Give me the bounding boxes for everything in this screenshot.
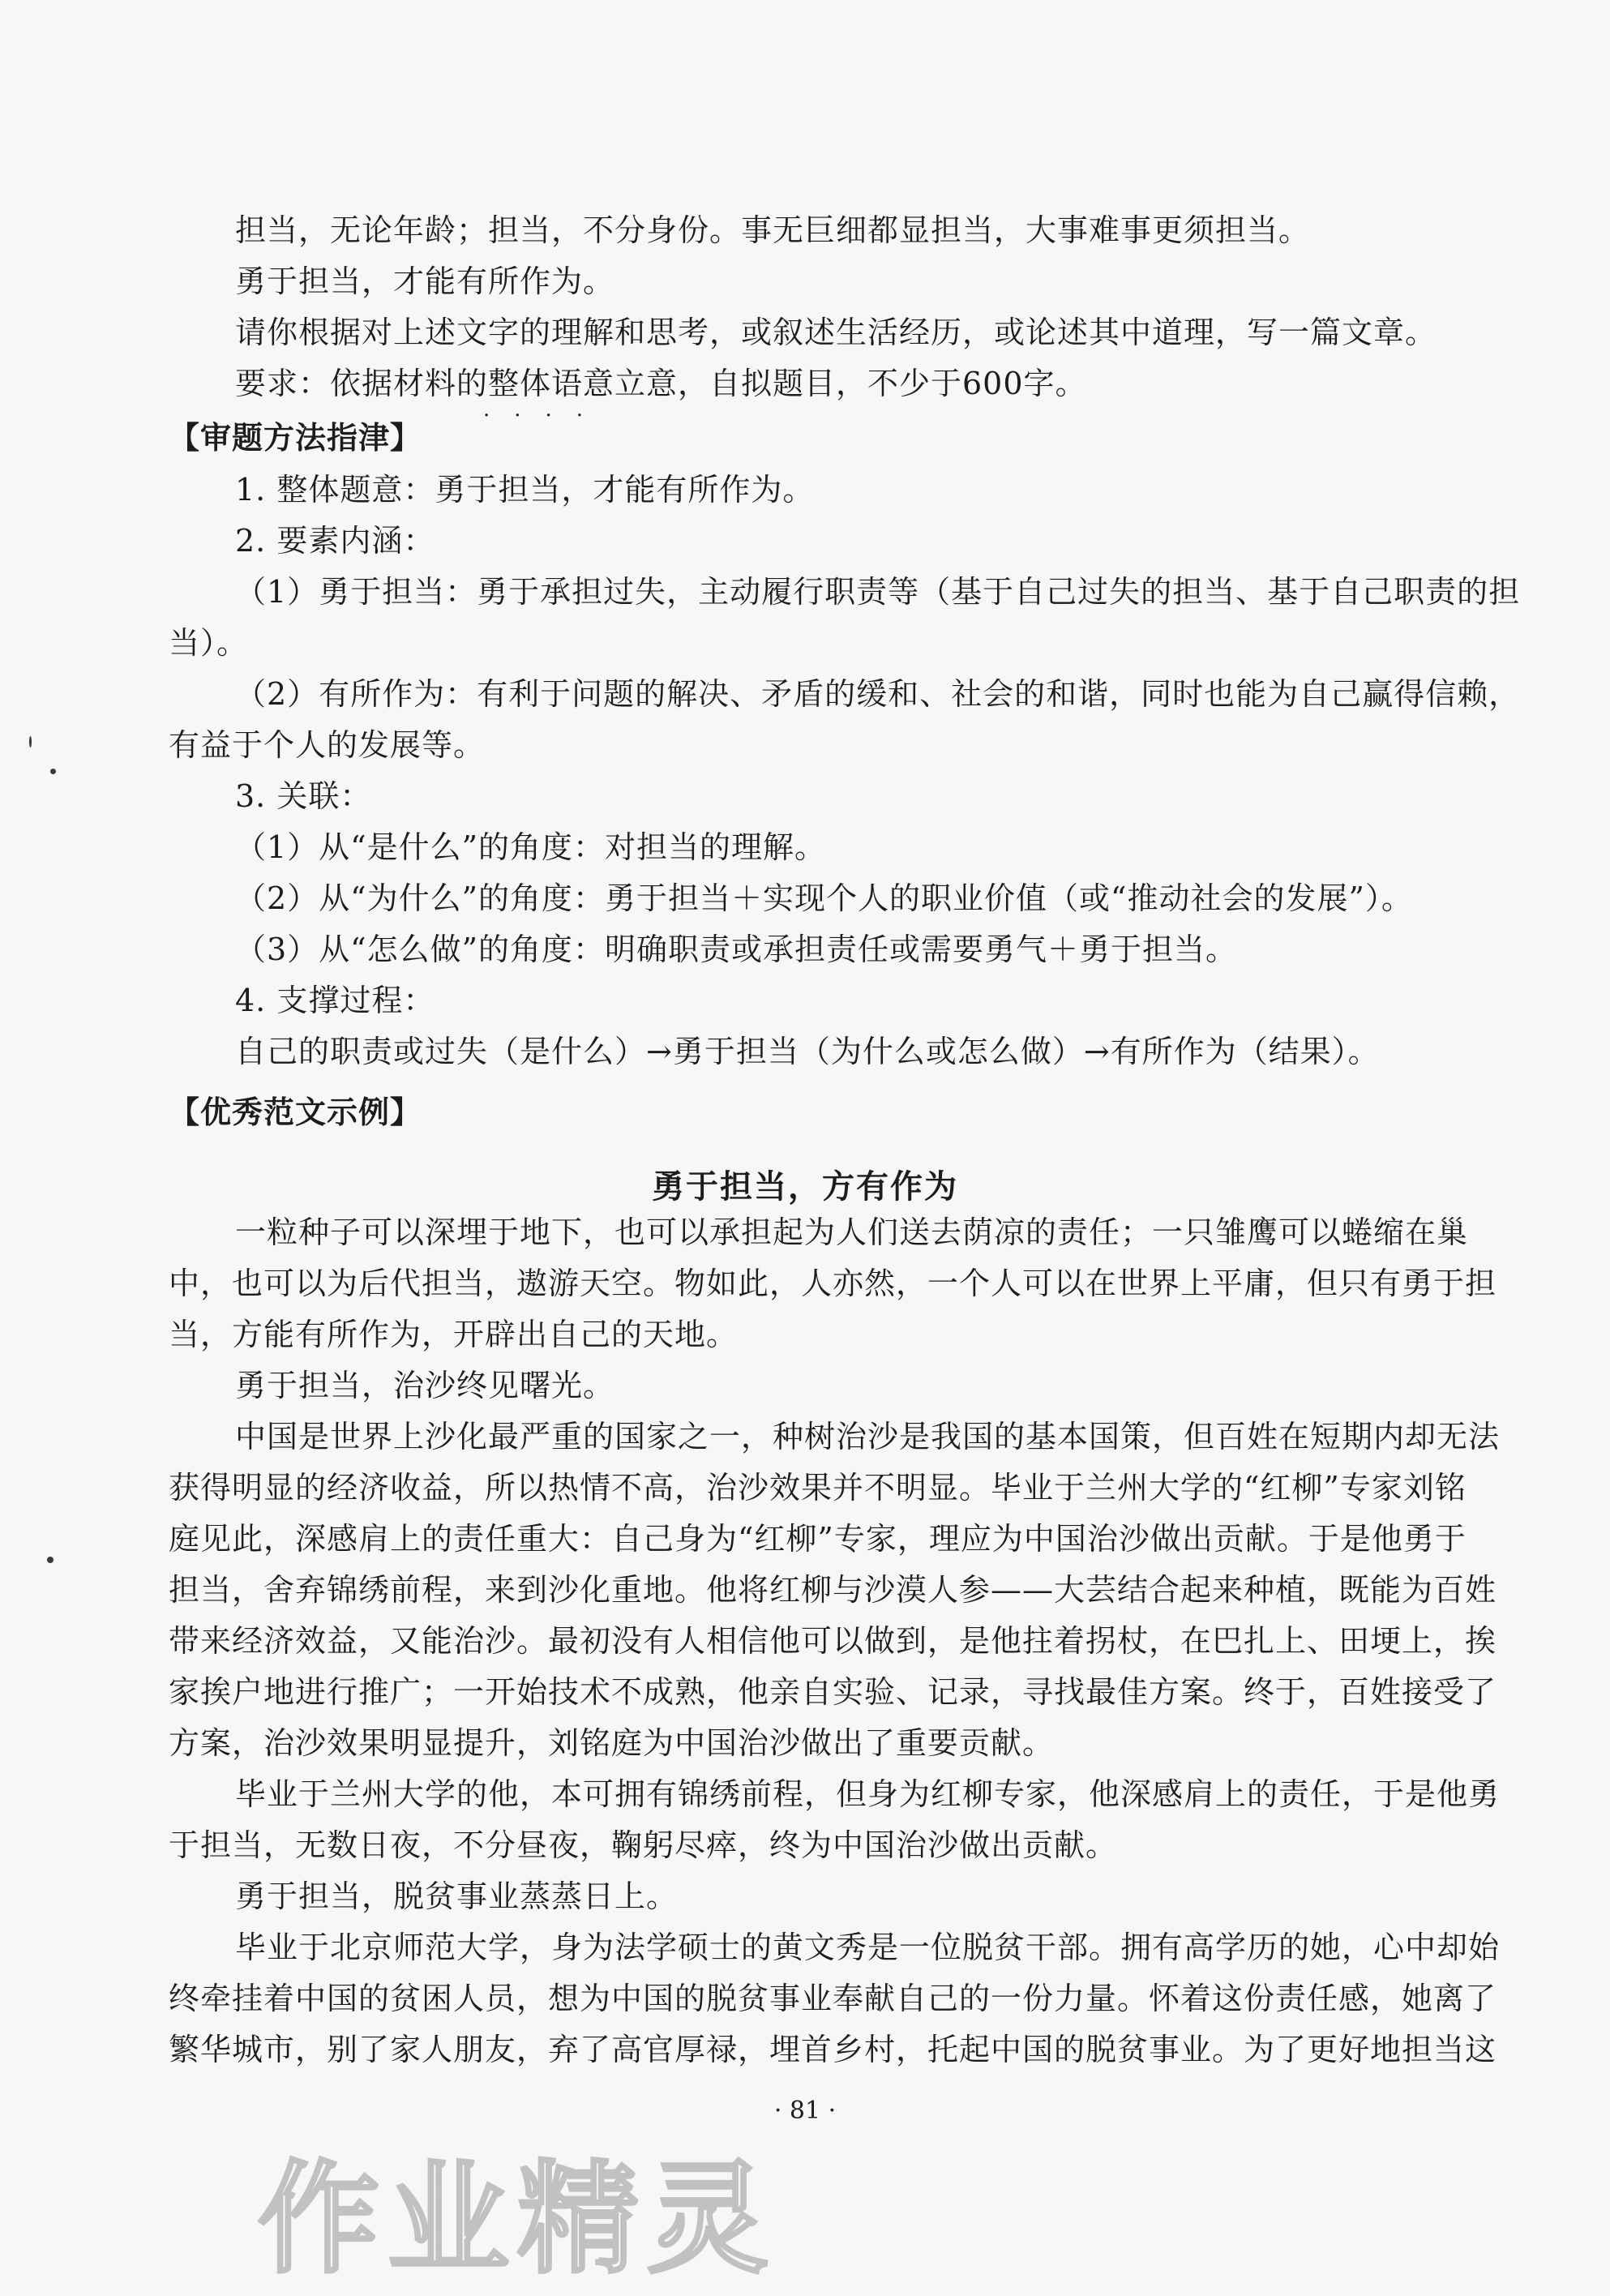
essay-line: 担当，舍弃锦绣前程，来到沙化重地。他将红柳与沙漠人参——大芸结合起来种植，既能为百姓: [169, 1572, 1497, 1608]
guide-line: 当）。: [169, 625, 249, 661]
guide-line: （2）有所作为：有利于问题的解决、矛盾的缓和、社会的和谐，同时也能为自己赢得信赖，: [235, 676, 1521, 712]
essay-line: 勇于担当，脱贫事业蒸蒸日上。: [235, 1878, 679, 1914]
essay-line: 带来经济效益，又能治沙。最初没有人相信他可以做到，是他拄着拐杖，在巴扎上、田埂上，挨: [169, 1623, 1497, 1659]
essay-line: 中，也可以为后代担当，遨游天空。物如此，人亦然，一个人可以在世界上平庸，但只有勇于担: [169, 1266, 1497, 1301]
scan-speck: [47, 1557, 54, 1563]
section-heading-essay: 【优秀范文示例】: [169, 1094, 422, 1130]
essay-line: 勇于担当，治沙终见曙光。: [235, 1368, 615, 1403]
text-line: 勇于担当，才能有所作为。: [235, 263, 615, 299]
essay-line: 方案，治沙效果明显提升，刘铭庭为中国治沙做出了重要贡献。: [169, 1725, 1055, 1761]
section-heading-guide: 【审题方法指津】: [169, 420, 422, 456]
guide-line: 1. 整体题意：勇于担当，才能有所作为。: [235, 472, 815, 508]
text-line: 担当，无论年龄；担当，不分身份。事无巨细都显担当，大事难事更须担当。: [235, 212, 1311, 248]
essay-line: 一粒种子可以深埋于地下，也可以承担起为人们送去荫凉的责任；一只雏鹰可以蜷缩在巢: [235, 1214, 1469, 1250]
essay-title: 勇于担当，方有作为: [652, 1168, 958, 1206]
essay-line: 获得明显的经济收益，所以热情不高，治沙效果并不明显。毕业于兰州大学的“红柳”专家刘铭: [169, 1470, 1467, 1506]
text-line: 要求：依据材料的整体语意立意，自拟题目，不少于600字。: [235, 366, 1087, 401]
guide-line: 2. 要素内涵：: [235, 523, 435, 559]
guide-line: （3）从“怎么做”的角度：明确职责或承担责任或需要勇气＋勇于担当。: [235, 932, 1238, 967]
essay-line: 终牵挂着中国的贫困人员，想为中国的脱贫事业奉献自己的一份力量。怀着这份责任感，她离了: [169, 1981, 1497, 2016]
essay-line: 中国是世界上沙化最严重的国家之一，种树治沙是我国的基本国策，但百姓在短期内却无法: [235, 1419, 1501, 1454]
guide-line: （2）从“为什么”的角度：勇于担当＋实现个人的职业价值（或“推动社会的发展”）。: [235, 880, 1413, 916]
essay-line: 庭见此，深感肩上的责任重大：自己身为“红柳”专家，理应为中国治沙做出贡献。于是他勇于: [169, 1521, 1467, 1557]
essay-line: 于担当，无数日夜，不分昼夜，鞠躬尽瘁，终为中国治沙做出贡献。: [169, 1827, 1118, 1863]
page-number: · 81 ·: [773, 2097, 837, 2125]
guide-line: 3. 关联：: [235, 778, 372, 814]
scan-speck: [29, 736, 32, 747]
guide-line: 有益于个人的发展等。: [169, 727, 486, 763]
emphasis-dots: ····: [483, 404, 608, 428]
essay-line: 当，方能有所作为，开辟出自己的天地。: [169, 1317, 739, 1352]
essay-line: 繁华城市，别了家人朋友，弃了高官厚禄，埋首乡村，托起中国的脱贫事业。为了更好地担当这: [169, 2032, 1497, 2067]
essay-line: 家挨户地进行推广；一开始技术不成熟，他亲自实验、记录，寻找最佳方案。终于，百姓接受了: [169, 1674, 1497, 1710]
watermark-logo: 作业精灵: [258, 2149, 777, 2290]
guide-line: （1）从“是什么”的角度：对担当的理解。: [235, 829, 827, 865]
guide-line: 自己的职责或过失（是什么）→勇于担当（为什么或怎么做）→有所作为（结果）。: [235, 1034, 1380, 1069]
scan-speck: [50, 769, 56, 774]
essay-line: 毕业于北京师范大学，身为法学硕士的黄文秀是一位脱贫干部。拥有高学历的她，心中却始: [235, 1930, 1501, 1965]
text-line: 请你根据对上述文字的理解和思考，或叙述生活经历，或论述其中道理，写一篇文章。: [235, 315, 1437, 350]
guide-line: 4. 支撑过程：: [235, 983, 435, 1018]
essay-line: 毕业于兰州大学的他，本可拥有锦绣前程，但身为红柳专家，他深感肩上的责任，于是他勇: [235, 1776, 1501, 1812]
guide-line: （1）勇于担当：勇于承担过失，主动履行职责等（基于自己过失的担当、基于自己职责的担: [235, 574, 1521, 610]
